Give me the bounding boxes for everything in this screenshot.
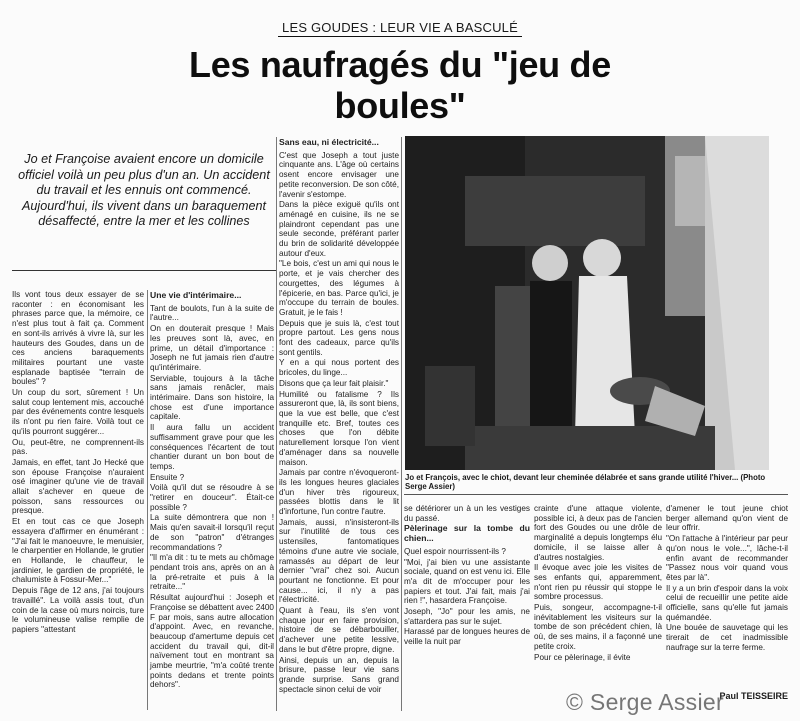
paragraph: Y en a qui nous portent des bricoles, du linge... <box>279 358 399 378</box>
photo-caption: Jo et François, avec le chiot, devant leur cheminée délabrée et sans grande utilité l'hiver... (Photo Serge Assier) <box>405 473 766 492</box>
paragraph: Ainsi, depuis un an, depuis la brisure, passe leur vie sans grande surprise. Sans grand spectacle sinon celui de voir <box>279 655 399 694</box>
paragraph: "Moi, j'ai bien vu une assistante sociale, quand on est venu ici. Elle m'a dit de m'occuper pour les papiers et tout. J'ai fait, mais j'ai rien !", hasardera Françoise. <box>404 557 530 606</box>
paragraph: Ensuite ? <box>150 472 185 482</box>
paragraph: Depuis l'âge de 12 ans, j'ai toujours travaillé". La voilà assis tout, d'un coin de la case où murs noircis, ture le volumineuse valise remplie de papiers "attestant <box>12 586 144 634</box>
article-column-3 <box>279 137 399 695</box>
article-column-6 <box>666 504 788 654</box>
paragraph: Puis, songeur, accompagne-t-il inévitablement les visiteurs sur la tombe de son précédent chien, là où, de ses mains, il a façonné une petite croix. <box>534 603 662 651</box>
paragraph: "Le bois, c'est un ami qui nous le porte, et je vais chercher des courgettes, des légumes à l'épicerie, en bas. Parce qu'ici, je m'occupe du terrain de boules. Gratuit, je le fais ! <box>279 259 399 317</box>
paragraph: Et en tout cas ce que Joseph essayera d'affirmer en énumérant : "J'ai fait le manoeuvre, le menuisier, le charpentier en Hollande, le grutier en Hollande, le chauffeur, le jardinier, le gardien de propriété, le chalumiste à Fossur-Mer..." <box>12 517 144 585</box>
paragraph: Quant à l'eau, ils s'en vont chaque jour en faire provision, histoire de se débarbouiller, d'achever une petite lessive, dans le but d'être propre, digne. <box>279 606 399 654</box>
paragraph: Une bouée de sauvetage qui les tirerait de cet inadmissible naufrage sur la terre ferme. <box>666 623 788 652</box>
section-subhead: Pèlerinage sur la tombe du chien... <box>404 523 530 544</box>
paragraph: "Il m'a dit : tu te mets au chômage pendant trois ans, après on an à la pré-retraite et puis à la retraite..." <box>150 553 274 592</box>
article-byline: Paul TEISSEIRE <box>719 691 788 701</box>
paragraph: C'est que Joseph a tout juste cinquante ans. L'âge où certains osent encore envisager une petite reconversion. De son côté, l'avenir s'estompe. <box>279 150 399 199</box>
paragraph: Serviable, toujours à la tâche sans jamais renâcler, mais intérimaire. Dans son histoire, la chose est d'une importance capitale. <box>150 373 274 422</box>
paragraph: se détériorer un à un les vestiges du passé. <box>404 504 530 523</box>
paragraph: Depuis que je suis là, c'est tout propre partout. Les gens nous font des cadeaux, parce qu'ils sont gentils. <box>279 318 399 357</box>
copyright-watermark: © Serge Assier <box>566 689 724 715</box>
section-subhead: Sans eau, ni électricité... <box>279 137 379 147</box>
article-kicker: LES GOUDES : LEUR VIE A BASCULÉ <box>0 20 800 35</box>
paragraph: crainte d'une attaque violente, possible ici, à deux pas de l'ancien fort des Goudes ou une drôle de marginalité a depuis longtemps élu domicile, il se laisse aller à d'autres nostalgies. <box>534 504 662 562</box>
paragraph: Il y a un brin d'espoir dans la voix celui de recueillir une petite aide officielle, sans qu'elle fut jamais quémandée. <box>666 583 788 622</box>
paragraph: Disons que ça leur fait plaisir." <box>279 378 389 388</box>
divider-rule <box>404 494 788 495</box>
paragraph: Il aura fallu un accident suffisamment grave pour que les conséquences l'écartent de tout chantier durant un bon bout de temps. <box>150 423 274 471</box>
divider-rule <box>12 270 277 271</box>
paragraph: Pour ce pèlerinage, il évite <box>534 652 631 662</box>
article-column-1 <box>12 290 144 636</box>
column-rule <box>401 137 402 711</box>
paragraph: Jamais par contre n'évoqueront-ils les longues heures glaciales d'un hiver très rigoureux, passées blottis dans le lit d'infortune, l'un contre l'autre. <box>279 468 399 517</box>
paragraph: Jamais, aussi, n'insisteront-ils sur l'inutilité de tous ces ustensiles, fantomatiques témoins d'une autre vie sociale, ramassés au départ de leur dernier "vrai" chez soi. Aucun pourtant ne fonctionne. Et pour cause... ici, il n'y a pas l'électricité. <box>279 517 399 605</box>
paragraph: Ils vont tous deux essayer de se raconter : en économisant les phrases parce que, la mémoire, ce n'est plus tout à fait ça. Comment en sont-ils arrivés à vivre là, sur les hauteurs des Goudes, dans un de ces anciens baraquements militaires pourtant une vaste esplanade baptisée "terrain de boules" ? <box>12 290 144 387</box>
paragraph: Dans la pièce exiguë qu'ils ont aménagé en cuisine, ils ne se plaindront cependant pas une seule seconde, préférant parler du brin de solidarité développée autour d'eux. <box>279 200 399 258</box>
paragraph: On en douterait presque ! Mais les preuves sont là, avec, en prime, un détail d'importance : Joseph ne fut jamais rien d'autre qu'intérimaire. <box>150 324 274 372</box>
paragraph: Ou, peut-être, ne comprennent-ils pas. <box>12 437 144 457</box>
paragraph: Résultat aujourd'hui : Joseph et Françoise se débattent avec 2400 F par mois, sans autre allocation d'appoint. Avec, en revanche, beaucoup d'amertume depuis cet accident du travail qui, dit-il naïvement tout en montrant sa jambe meurtrie, "m'a coûté trente points dedans et trente points dehors". <box>150 593 274 690</box>
article-column-5 <box>534 504 662 663</box>
article-headline: Les naufragés du "jeu de boules" <box>189 44 611 126</box>
paragraph: Un coup du sort, sûrement ! Un salut coup lentement mis, accouché par des événements contre lesquels ils n'ont pu rien faire. Voilà tout ce qu'ils pourront suggérer... <box>12 388 144 436</box>
paragraph: Tant de boulots, l'un à la suite de l'autre... <box>150 303 274 323</box>
column-rule <box>147 290 148 710</box>
section-subhead: Une vie d'intérimaire... <box>150 290 242 300</box>
paragraph: Joseph, "Jo" pour les amis, ne s'attardera pas sur le sujet. <box>404 607 530 626</box>
column-rule <box>276 137 277 711</box>
paragraph: Harassé par de longues heures de veille la nuit par <box>404 627 530 647</box>
paragraph: d'amener le tout jeune chiot berger allemand qu'on vient de leur offrir. <box>666 504 788 533</box>
paragraph: Voilà qu'il dut se résoudre à se "retirer en douceur". Était-ce possible ? <box>150 483 274 512</box>
paragraph: Quel espoir nourrissent-ils ? <box>404 546 506 556</box>
paragraph: "On l'attache à l'intérieur par peur qu'on nous le vole...", lâche-t-il enfin avant de recommander "Passez nous voir quand vous êtes par là". <box>666 534 788 582</box>
paragraph: La suite démontrera que non ! Mais qu'en savait-il lorsqu'il reçut de son "patron" d'étranges recommandations ? <box>150 513 274 552</box>
article-column-4 <box>404 504 530 648</box>
paragraph: Jamais, en effet, tant Jo Hecké que son épouse Françoise n'auraient osé imaginer qu'une vie de travail allait s'achever en queue de poisson, sans ressources ou presque. <box>12 457 144 516</box>
article-column-2 <box>150 290 274 691</box>
article-standfirst: Jo et Françoise avaient encore un domicile officiel voilà un peu plus d'un an. Un accident du travail et les ennuis ont commencé. Aujourd'hui, ils vivent dans un baraquement désaffecté, entre la mer et les collines <box>18 152 270 228</box>
photo-illustration <box>405 136 769 470</box>
article-photograph <box>405 136 769 470</box>
paragraph: Humilité ou fatalisme ? Ils assureront que, là, ils sont biens, que la vue est belle, que c'est tranquille etc. Bref, toutes ces choses que l'on débite naturellement lorsque l'on vient d'aménager dans sa nouvelle maison. <box>279 389 399 467</box>
paragraph: Il évoque avec joie les visites de ses enfants qui, apparemment, n'ont rien pu réussir qui stoppe le sombre processus. <box>534 563 662 602</box>
